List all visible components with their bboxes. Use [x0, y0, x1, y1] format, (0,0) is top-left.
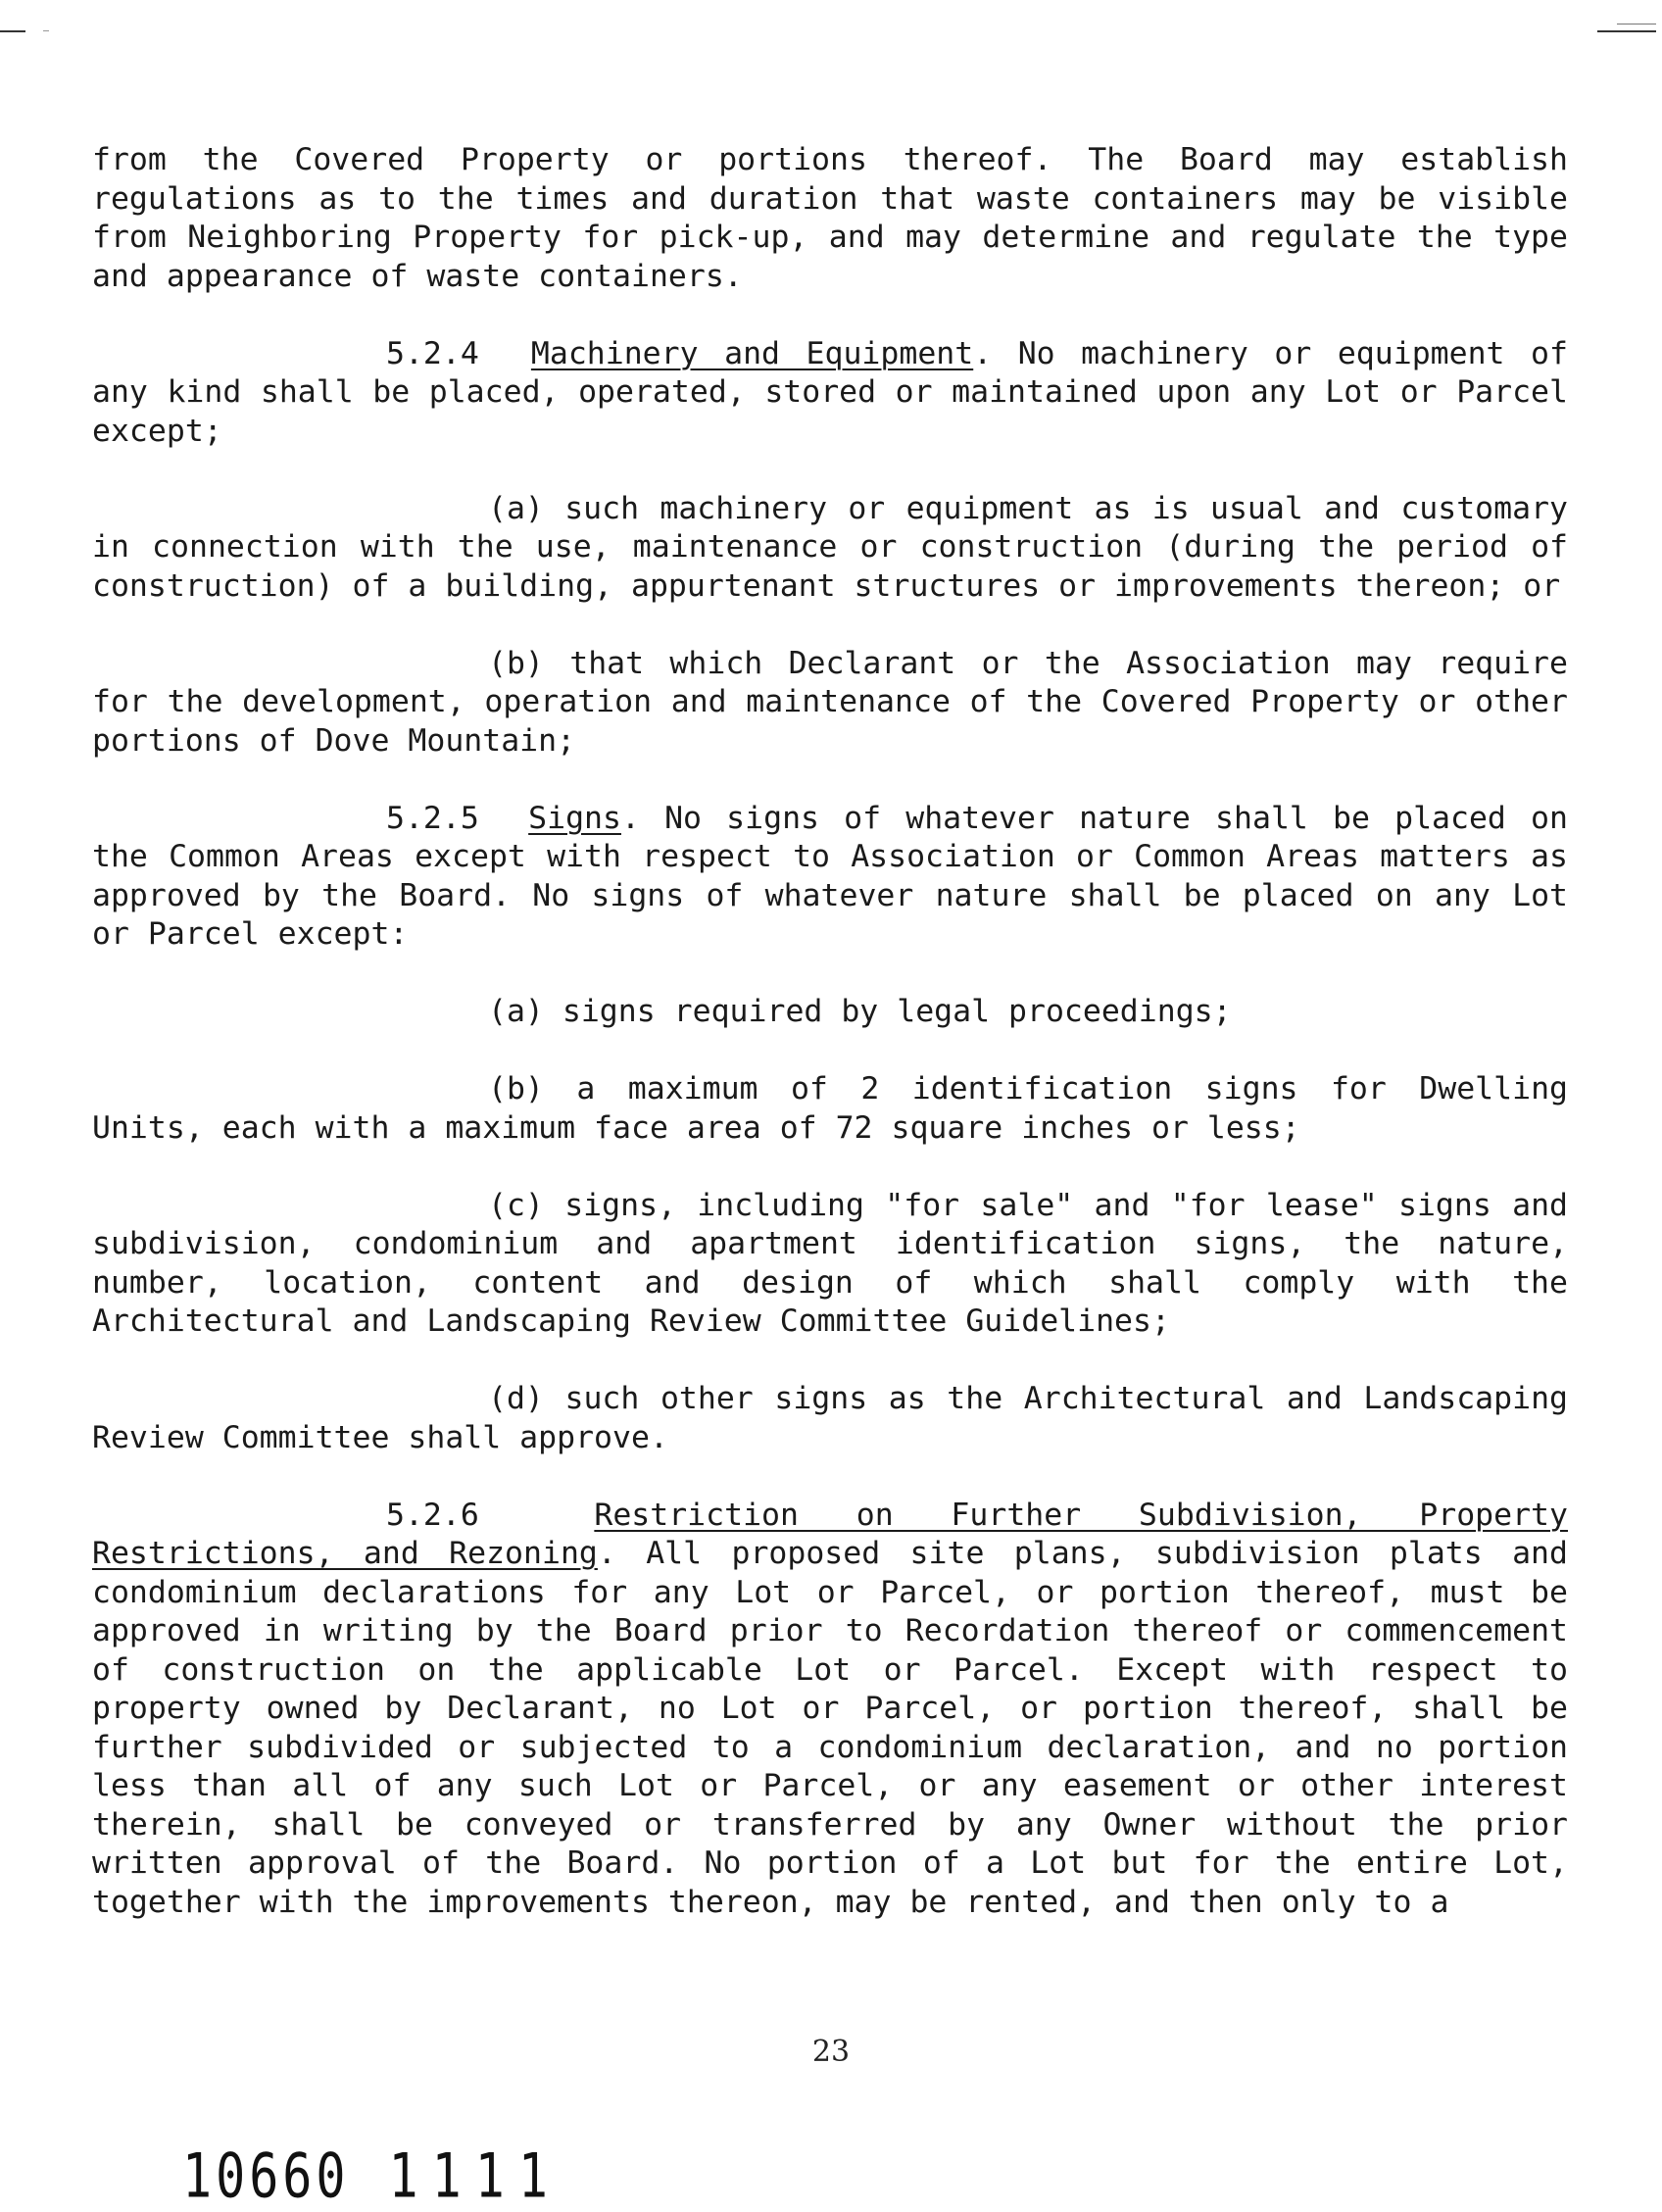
section-text: . No signs of whatever nature shall be placed on the Common Areas except with respect to Association or Common Areas matters as approved by the Board. No signs of whatever nature shall be placed on any Lot or Parcel except:: [92, 800, 1568, 952]
item-text: signs required by legal proceedings;: [543, 994, 1232, 1029]
scan-edge-mark: [43, 30, 49, 31]
section-5-2-6: [92, 1497, 1568, 1923]
item-text: signs, including "for sale" and "for lease" signs and subdivision, condominium and apartment identification signs, the nature, number, location, content and design of which shall comply with the Architectural and Landscaping Review Committee Guidelines;: [92, 1187, 1568, 1339]
scan-edge-mark: [1617, 24, 1656, 25]
section-text: . No machinery or equipment of any kind shall be placed, operated, stored or maintained upon any Lot or Parcel except;: [92, 335, 1568, 449]
item-label: (a): [488, 490, 544, 526]
item-text: a maximum of 2 identification signs for Dwelling Units, each with a maximum face area of 72 square inches or less;: [92, 1071, 1568, 1146]
section-number: 5.2.4: [386, 335, 479, 371]
section-title: Signs: [528, 800, 621, 836]
section-number: 5.2.5: [386, 800, 479, 836]
item-text: such other signs as the Architectural and Landscaping Review Committee shall approve.: [92, 1381, 1568, 1455]
section-5-2-5: [92, 800, 1568, 955]
item-text: such machinery or equipment as is usual and customary in connection with the use, maintenance or construction (during the period of construction) of a building, appurtenant structures or improvements thereon; or: [92, 490, 1568, 604]
section-title: Restriction on Further Subdivision, Property Restrictions, and Rezoning: [92, 1497, 1568, 1571]
document-body: [92, 141, 1568, 1961]
scan-edge-mark: [0, 30, 25, 32]
list-item: [92, 993, 1568, 1032]
recording-stamp: [182, 2140, 562, 2212]
item-label: (c): [488, 1187, 544, 1223]
stamp-bars: 1111: [388, 2140, 562, 2212]
section-number: 5.2.6: [386, 1497, 479, 1533]
item-label: (b): [488, 1071, 544, 1106]
list-item: [92, 1187, 1568, 1342]
list-item: [92, 645, 1568, 762]
section-text: . All proposed site plans, subdivision plats and condominium declarations for any Lot or Parcel, or portion thereof, must be approved in writing by the Board prior to Recordation thereof or commencement of construction on the applicable Lot or Parcel. Except with respect to property owned by Declarant, no Lot or Parcel, or portion thereof, shall be further subdivided or subjected to a condominium declaration, and no portion less than all of any such Lot or Parcel, or any easement or other interest therein, shall be conveyed or transferred by any Owner without the prior written approval of the Board. No portion of a Lot but for the entire Lot, together with the improvements thereon, may be rented, and then only to a: [92, 1536, 1568, 1920]
item-label: (a): [488, 994, 544, 1029]
item-text: that which Declarant or the Association may require for the development, operation and maintenance of the Covered Property or other portions of Dove Mountain;: [92, 645, 1568, 759]
list-item: [92, 1380, 1568, 1457]
item-label: (d): [488, 1381, 544, 1416]
stamp-number: 10660: [182, 2140, 350, 2212]
list-item: [92, 1070, 1568, 1148]
scan-edge-mark: [1597, 30, 1656, 32]
item-label: (b): [488, 645, 544, 681]
continued-paragraph: from the Covered Property or portions thereof. The Board may establish regulations as to the times and duration that waste containers may be visible from Neighboring Property for pick-up, and may determine and regulate the type and appearance of waste containers.: [92, 142, 1568, 294]
section-5-2-4: [92, 335, 1568, 452]
page-number: 23: [811, 2035, 851, 2069]
section-title: Machinery and Equipment: [530, 335, 974, 371]
list-item: [92, 490, 1568, 607]
